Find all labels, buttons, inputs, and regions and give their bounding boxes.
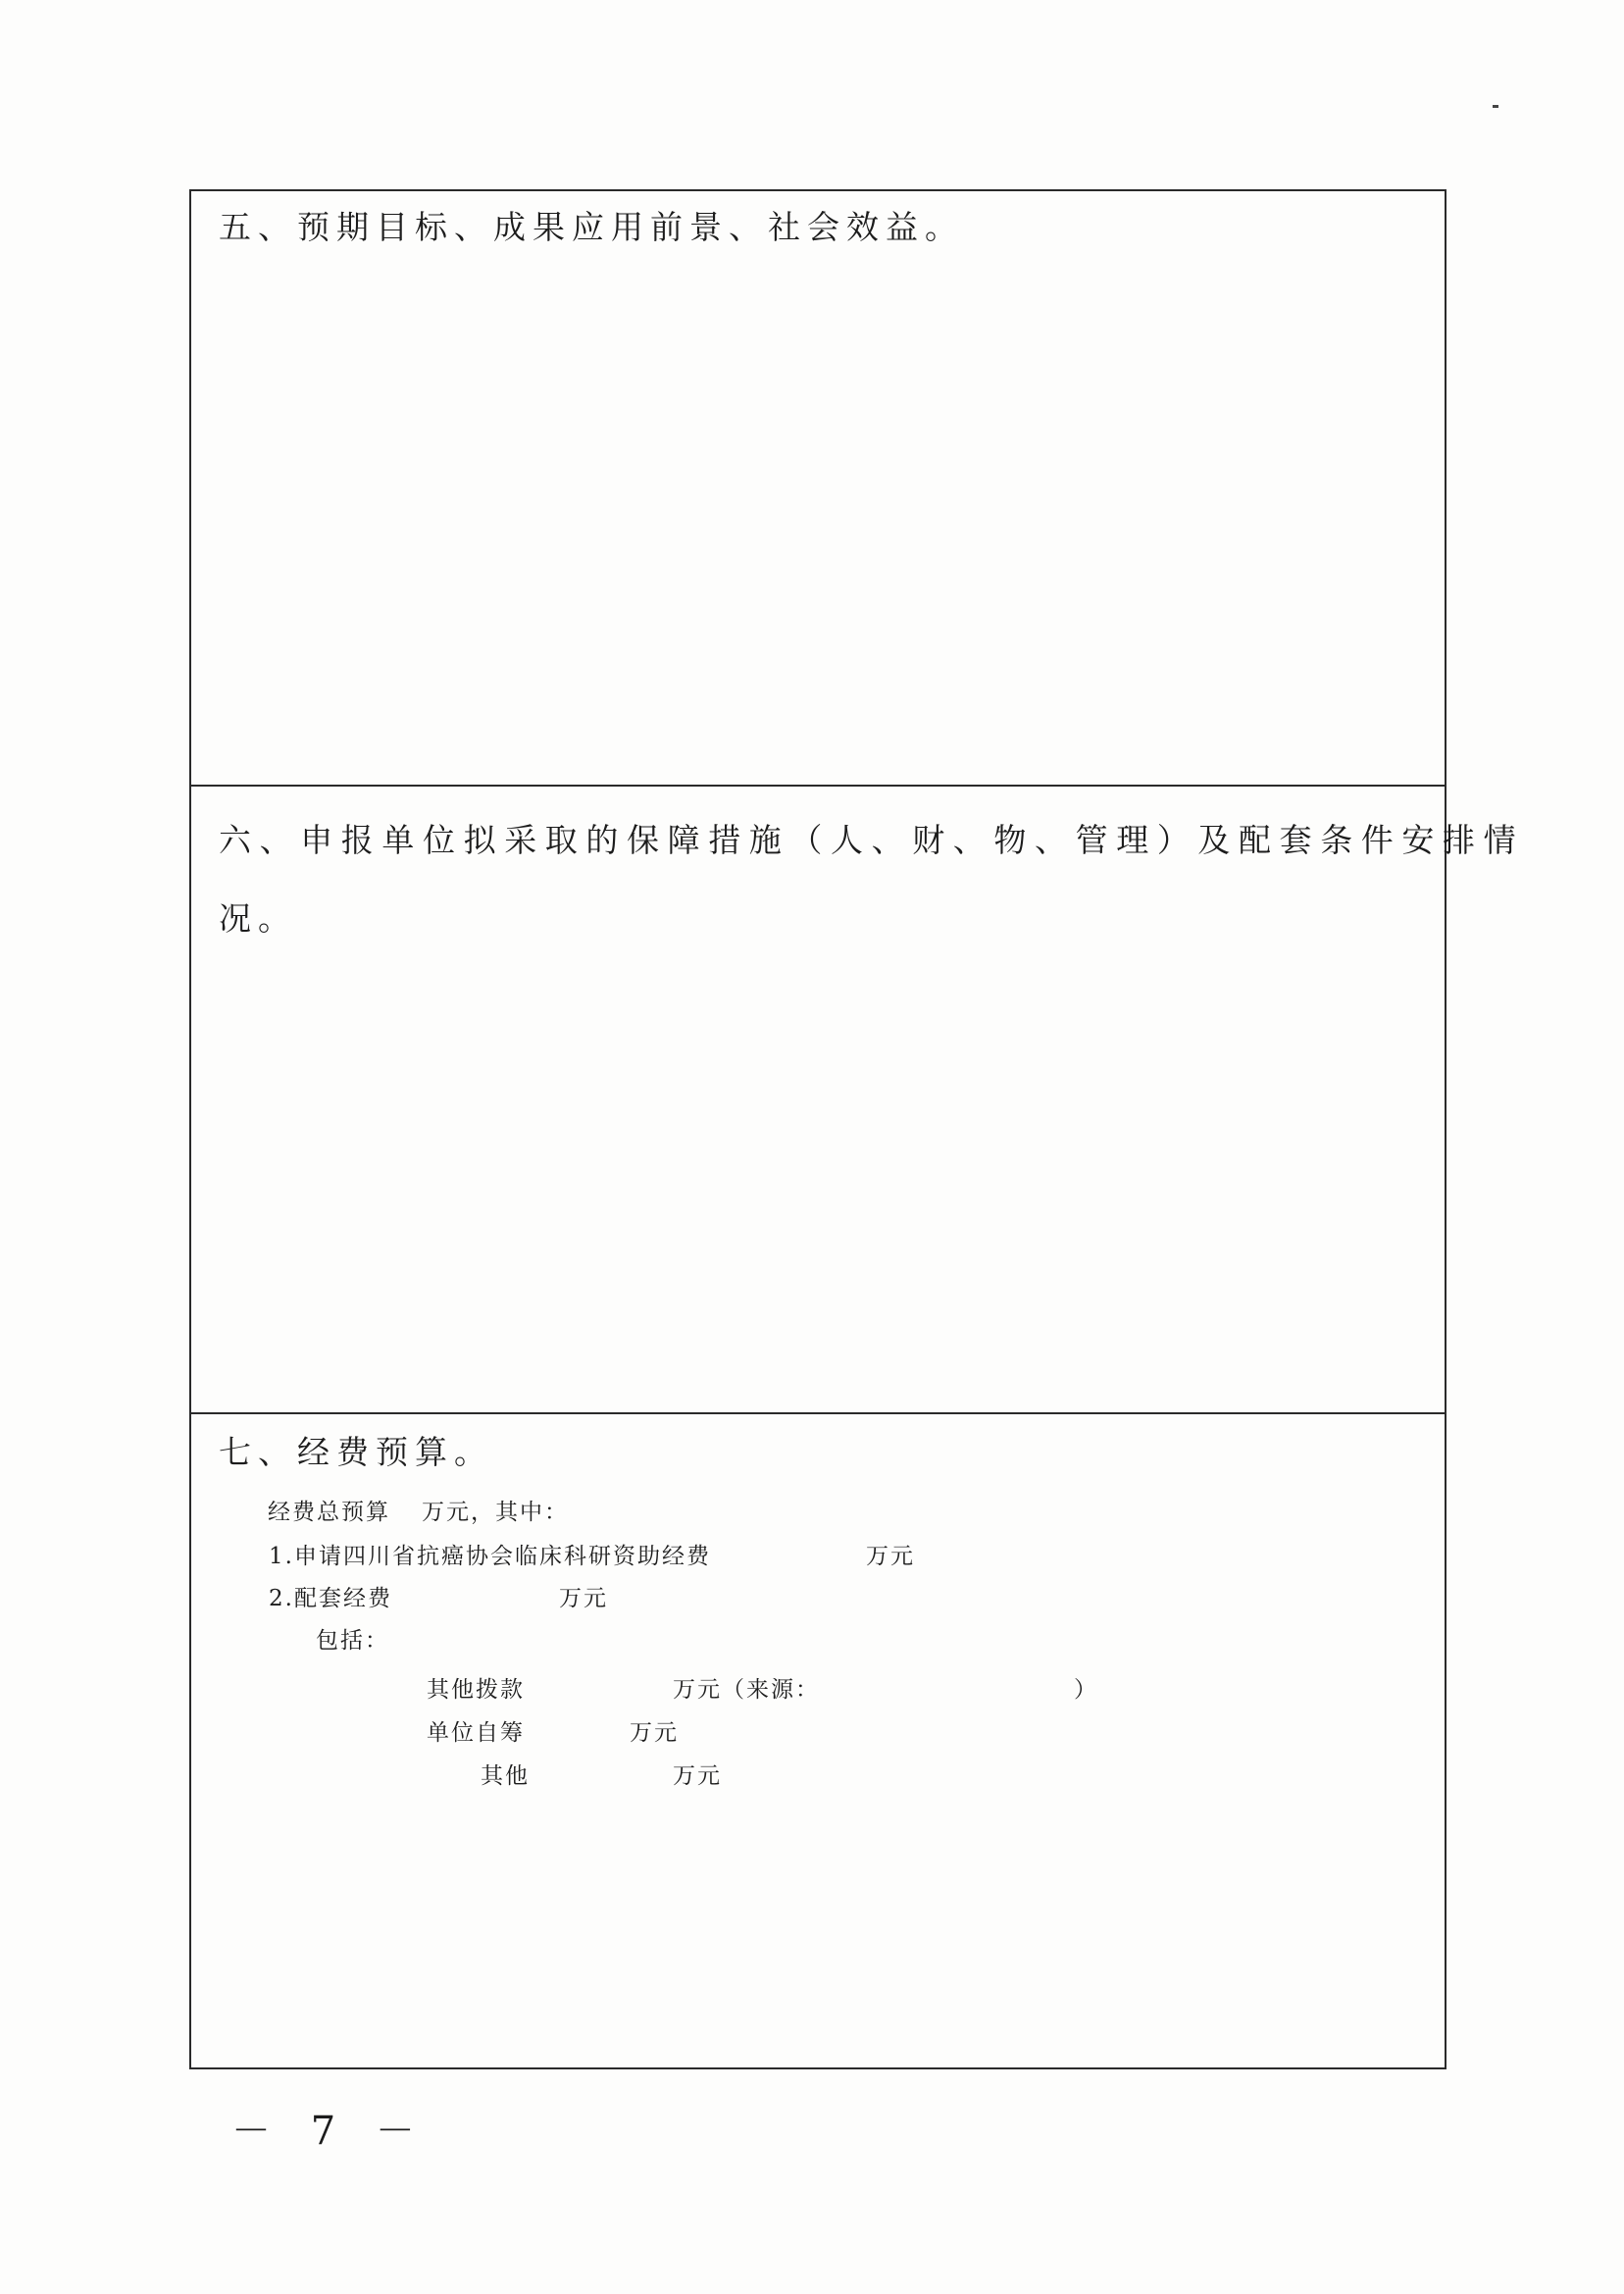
budget-total-label: 经费总预算 (268, 1500, 390, 1525)
section-7-heading: 七、经费预算。 (219, 1433, 493, 1471)
section-5-heading: 五、预期目标、成果应用前景、社会效益。 (219, 208, 964, 246)
section-support-measures (191, 787, 1525, 1414)
scan-artifact (1493, 105, 1498, 108)
page-number: － 7 － (231, 2109, 429, 2154)
section-6-heading-line2: 况。 (219, 899, 297, 938)
budget-item1-label: 1.申请四川省抗癌协会临床科研资助经费 (269, 1544, 711, 1569)
budget-item1-unit: 万元 (866, 1544, 915, 1569)
budget-others-unit: 万元 (673, 1763, 722, 1789)
budget-others-label: 其他 (481, 1763, 530, 1789)
budget-self-raised-unit: 万元 (630, 1720, 679, 1746)
budget-includes-label: 包括： (316, 1628, 389, 1654)
budget-other-funding-unit: 万元（来源： (673, 1677, 820, 1703)
section-6-heading-line1: 六、申报单位拟采取的保障措施（人、财、物、管理）及配套条件安排情 (219, 821, 1525, 859)
budget-other-funding-close-paren: ） (1074, 1677, 1098, 1703)
budget-self-raised-label: 单位自筹 (427, 1720, 525, 1746)
budget-item2-unit: 万元 (559, 1586, 608, 1611)
section-budget (191, 1414, 1445, 2067)
budget-total-unit: 万元，其中： (422, 1500, 569, 1525)
budget-other-funding-label: 其他拨款 (427, 1677, 525, 1703)
section-expected-goals (191, 191, 1445, 787)
budget-item2-label: 2.配套经费 (269, 1586, 392, 1611)
application-form-table (189, 189, 1525, 2069)
